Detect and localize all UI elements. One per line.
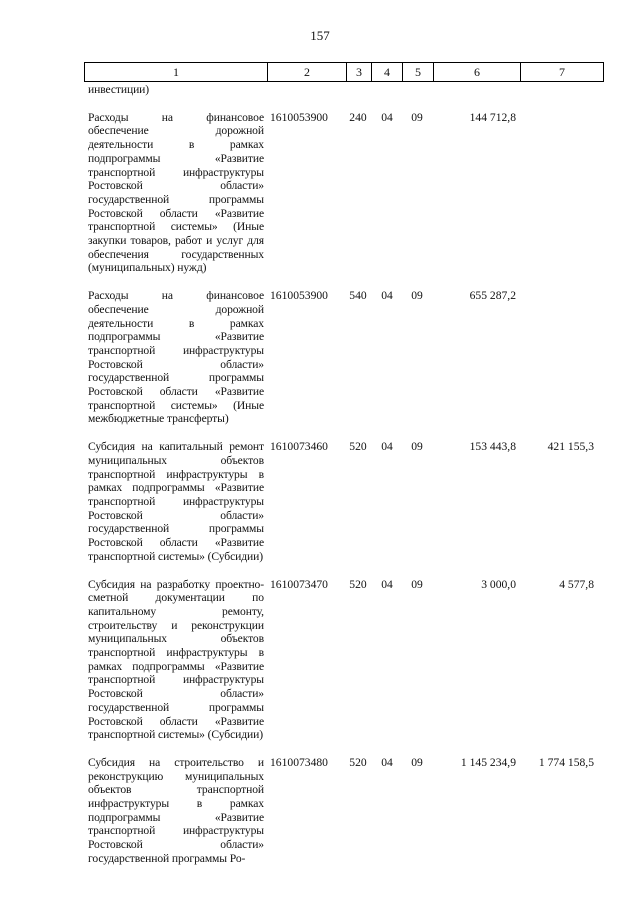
column-header-row bbox=[85, 63, 604, 82]
table-row bbox=[84, 440, 596, 563]
row-section: 04 bbox=[381, 577, 393, 591]
column-header-1: 1 bbox=[85, 63, 268, 82]
row-amount-col6: 1 145 234,9 bbox=[460, 755, 516, 769]
row-expense-type: 520 bbox=[349, 440, 367, 454]
row-amount-col7: 4 577,8 bbox=[559, 577, 594, 591]
column-header-6: 6 bbox=[434, 63, 521, 82]
row-section: 04 bbox=[381, 440, 393, 454]
continuation-text: инвестиции) bbox=[88, 83, 150, 96]
row-subsection: 09 bbox=[411, 289, 423, 303]
row-expense-type: 520 bbox=[349, 755, 367, 769]
column-header-3: 3 bbox=[347, 63, 372, 82]
row-amount-col6: 153 443,8 bbox=[469, 440, 516, 454]
table-row bbox=[84, 111, 596, 275]
row-subsection: 09 bbox=[411, 577, 423, 591]
continuation-row bbox=[84, 83, 596, 97]
row-section: 04 bbox=[381, 110, 393, 124]
row-expense-type: 240 bbox=[349, 110, 367, 124]
row-amount-col7: 1 774 158,5 bbox=[538, 755, 594, 769]
row-amount-col6: 3 000,0 bbox=[481, 577, 516, 591]
table-row bbox=[84, 289, 596, 426]
row-code: 1610073470 bbox=[270, 577, 328, 591]
row-name: Субсидия на разработку проектно-сметной документации по капитальному ремонту, строительству и реконструкции муниципальных объектов транспортной инфраструктуры в рамках подпрограммы «Развитие транспортной инфраструктуры Ростовской области» государственной программы Ростовской области «Развитие транспортной системы» (Субсидии) bbox=[88, 577, 264, 742]
row-section: 04 bbox=[381, 755, 393, 769]
table-row bbox=[84, 578, 596, 742]
column-header-2: 2 bbox=[268, 63, 347, 82]
row-subsection: 09 bbox=[411, 440, 423, 454]
row-expense-type: 520 bbox=[349, 577, 367, 591]
column-header-table bbox=[84, 62, 604, 82]
page-number: 157 bbox=[310, 28, 330, 43]
row-expense-type: 540 bbox=[349, 289, 367, 303]
row-code: 1610073460 bbox=[270, 440, 328, 454]
row-name: Субсидия на капитальный ремонт муниципальных объектов транспортной инфраструктуры в рамках подпрограммы «Развитие транспортной инфраструктуры Ростовской области» государственной программы Ростовской области «Развитие транспортной системы» (Субсидии) bbox=[88, 440, 264, 563]
row-amount-col7: 421 155,3 bbox=[547, 440, 594, 454]
row-code: 1610053900 bbox=[270, 110, 328, 124]
row-name: Расходы на финансовое обеспечение дорожной деятельности в рамках подпрограммы «Развитие транспортной инфраструктуры Ростовской области» государственной программы Ростовской области «Развитие транспортной системы» (Иные закупки товаров, работ и услуг для обеспечения государственных (муниципальных) нужд) bbox=[88, 110, 264, 275]
row-amount-col6: 655 287,2 bbox=[469, 289, 516, 303]
row-name: Расходы на финансовое обеспечение дорожной деятельности в рамках подпрограммы «Развитие транспортной инфраструктуры Ростовской области» государственной программы Ростовской области «Развитие транспортной системы» (Иные межбюджетные трансферты) bbox=[88, 289, 264, 426]
row-code: 1610053900 bbox=[270, 289, 328, 303]
row-code: 1610073480 bbox=[270, 755, 328, 769]
column-header-4: 4 bbox=[372, 63, 403, 82]
budget-table-body bbox=[84, 83, 596, 866]
row-subsection: 09 bbox=[411, 755, 423, 769]
column-header-7: 7 bbox=[521, 63, 604, 82]
row-name: Субсидия на строительство и реконструкцию муниципальных объектов транспортной инфраструктуры в рамках подпрограммы «Развитие транспортной инфраструктуры Ростовской области» государственной программы Ро- bbox=[88, 755, 264, 865]
row-section: 04 bbox=[381, 289, 393, 303]
table-row bbox=[84, 756, 596, 866]
row-amount-col6: 144 712,8 bbox=[469, 110, 516, 124]
row-subsection: 09 bbox=[411, 110, 423, 124]
column-header-5: 5 bbox=[403, 63, 434, 82]
